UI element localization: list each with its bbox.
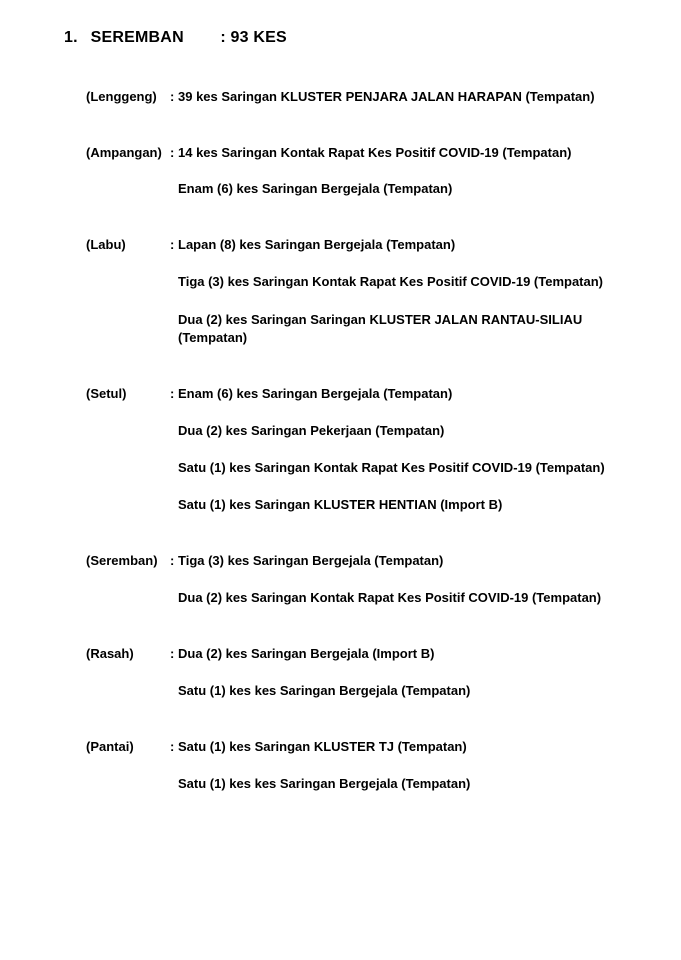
area-label-rasah: (Rasah)	[86, 646, 134, 661]
case-entry-continuation: (Tempatan)	[178, 330, 248, 345]
case-entry: Satu (1) kes Saringan KLUSTER HENTIAN (Import B)	[178, 497, 503, 512]
case-entry: Enam (6) kes Saringan Bergejala (Tempatan)	[178, 181, 453, 196]
area-label-ampangan: (Ampangan)	[86, 145, 162, 160]
colon-separator: :	[170, 237, 175, 252]
case-entry: Satu (1) kes Saringan KLUSTER TJ (Tempatan)	[178, 739, 467, 754]
area-label-lenggeng: (Lenggeng)	[86, 89, 157, 104]
case-entry: 14 kes Saringan Kontak Rapat Kes Positif COVID-19 (Tempatan)	[178, 145, 572, 160]
case-entry: Tiga (3) kes Saringan Kontak Rapat Kes Positif COVID-19 (Tempatan)	[178, 274, 604, 289]
colon-separator: :	[170, 89, 175, 104]
colon-separator: :	[170, 739, 175, 754]
district-heading	[64, 29, 287, 47]
area-label-seremban: (Seremban)	[86, 553, 158, 568]
area-label-setul: (Setul)	[86, 386, 127, 401]
case-entry: Lapan (8) kes Saringan Bergejala (Tempatan)	[178, 237, 456, 252]
case-entry: 39 kes Saringan KLUSTER PENJARA JALAN HARAPAN (Tempatan)	[178, 89, 595, 104]
heading-number: 1.	[64, 29, 78, 46]
case-entry: Dua (2) kes Saringan Kontak Rapat Kes Positif COVID-19 (Tempatan)	[178, 590, 602, 605]
area-label-labu: (Labu)	[86, 237, 126, 252]
colon-separator: :	[170, 646, 175, 661]
case-entry: Enam (6) kes Saringan Bergejala (Tempatan)	[178, 386, 453, 401]
case-entry: Dua (2) kes Saringan Bergejala (Import B)	[178, 646, 435, 661]
case-entry: Satu (1) kes Saringan Kontak Rapat Kes Positif COVID-19 (Tempatan)	[178, 460, 605, 475]
colon-separator: :	[170, 386, 175, 401]
case-entry: Tiga (3) kes Saringan Bergejala (Tempatan)	[178, 553, 444, 568]
area-label-pantai: (Pantai)	[86, 739, 134, 754]
heading-total-cases: : 93 KES	[220, 29, 287, 46]
case-entry: Satu (1) kes kes Saringan Bergejala (Tempatan)	[178, 683, 471, 698]
colon-separator: :	[170, 145, 175, 160]
colon-separator: :	[170, 553, 175, 568]
heading-district-name: SEREMBAN	[90, 29, 184, 46]
case-entry: Dua (2) kes Saringan Pekerjaan (Tempatan)	[178, 423, 445, 438]
case-entry: Satu (1) kes kes Saringan Bergejala (Tempatan)	[178, 776, 471, 791]
case-entry: Dua (2) kes Saringan Saringan KLUSTER JALAN RANTAU-SILIAU	[178, 312, 583, 327]
